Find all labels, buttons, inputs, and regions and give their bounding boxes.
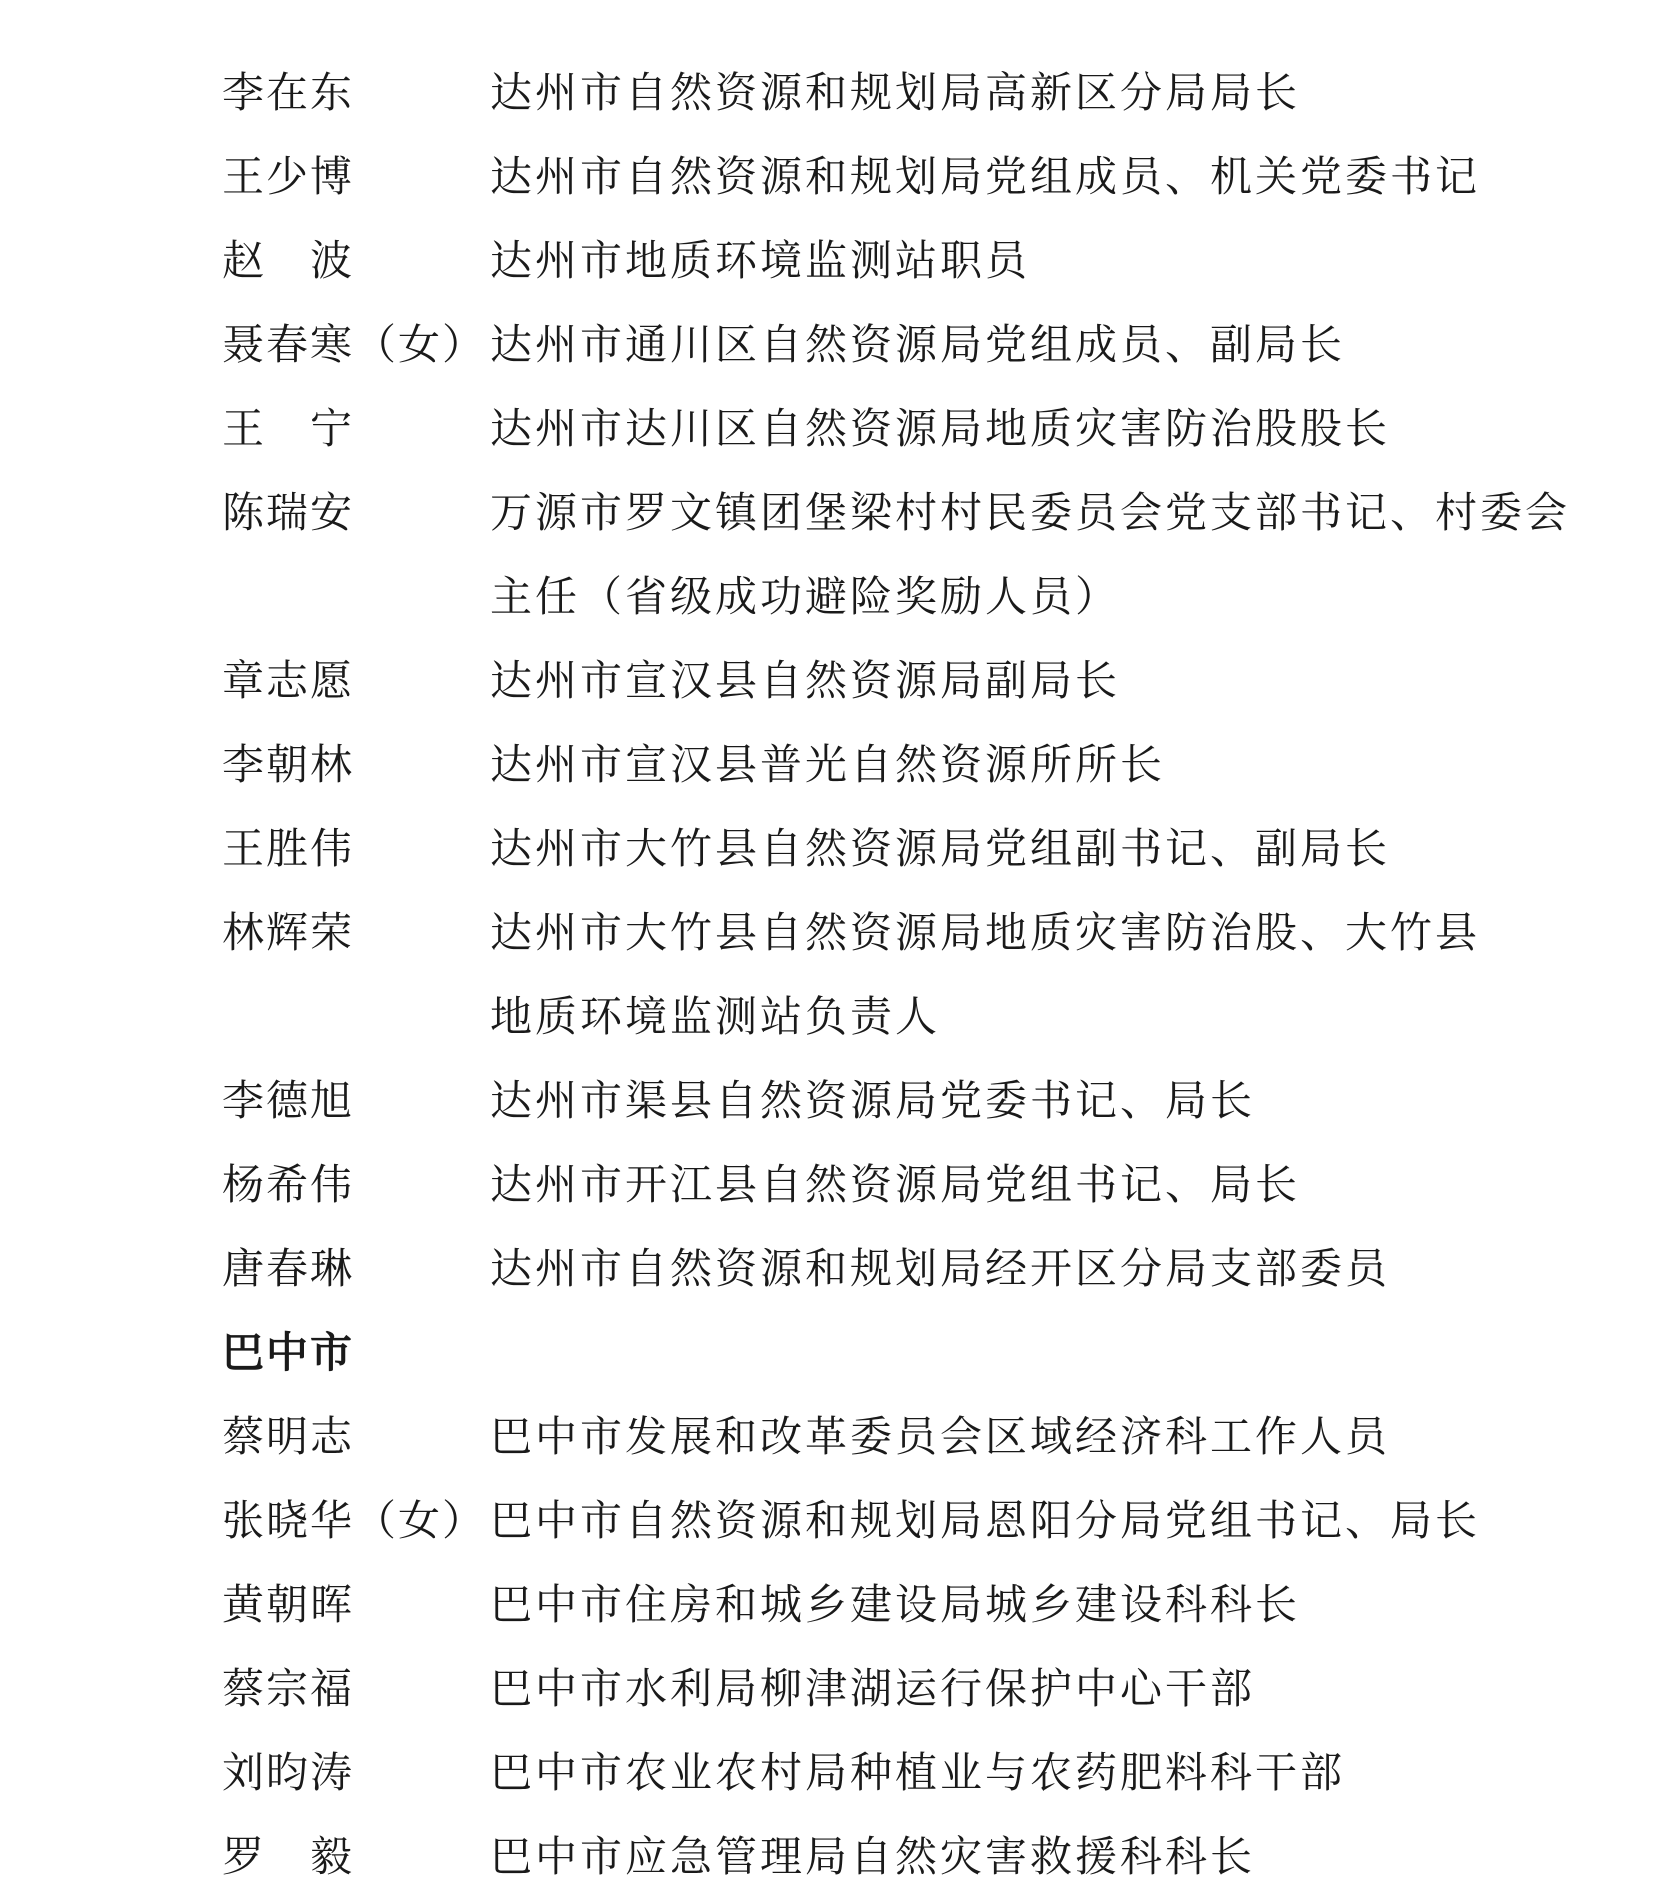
person-name: 杨希伟 [222, 1160, 355, 1209]
person-title: 达州市自然资源和规划局高新区分局局长 [490, 68, 1301, 117]
person-title: 巴中市发展和改革委员会区域经济科工作人员 [490, 1412, 1391, 1461]
person-name: 刘昀涛 [222, 1748, 355, 1797]
person-title: 巴中市水利局柳津湖运行保护中心干部 [490, 1664, 1256, 1713]
person-name: 王胜伟 [222, 824, 355, 873]
person-name: 赵 波 [222, 236, 355, 285]
person-name: 章志愿 [222, 656, 355, 705]
person-name: 王 宁 [222, 404, 355, 453]
section-heading: 巴中市 [222, 1328, 355, 1377]
person-name: 聂春寒（女） [222, 320, 487, 369]
person-name: 张晓华（女） [222, 1496, 487, 1545]
person-title: 达州市宣汉县自然资源局副局长 [490, 656, 1121, 705]
person-title: 达州市通川区自然资源局党组成员、副局长 [490, 320, 1346, 369]
person-title: 达州市开江县自然资源局党组书记、局长 [490, 1160, 1301, 1209]
person-name: 蔡明志 [222, 1412, 355, 1461]
person-title: 达州市宣汉县普光自然资源所所长 [490, 740, 1166, 789]
person-name: 唐春琳 [222, 1244, 355, 1293]
person-name: 李在东 [222, 68, 355, 117]
person-name: 李朝林 [222, 740, 355, 789]
person-name: 李德旭 [222, 1076, 355, 1125]
person-name: 林辉荣 [222, 908, 355, 957]
person-name: 黄朝晖 [222, 1580, 355, 1629]
person-title: 达州市自然资源和规划局党组成员、机关党委书记 [490, 152, 1481, 201]
person-title-line1: 万源市罗文镇团堡梁村村民委员会党支部书记、村委会 [490, 488, 1571, 537]
person-title [490, 471, 1570, 639]
person-name: 陈瑞安 [222, 488, 355, 537]
person-title: 巴中市自然资源和规划局恩阳分局党组书记、局长 [490, 1496, 1481, 1545]
person-name: 王少博 [222, 152, 355, 201]
person-title-line2: 地质环境监测站负责人 [490, 992, 941, 1041]
person-title [490, 891, 1480, 1059]
person-title: 巴中市住房和城乡建设局城乡建设科科长 [490, 1580, 1301, 1629]
person-title: 达州市大竹县自然资源局党组副书记、副局长 [490, 824, 1391, 873]
person-title-line1: 达州市大竹县自然资源局地质灾害防治股、大竹县 [490, 908, 1481, 957]
person-title-line2: 主任（省级成功避险奖励人员） [490, 572, 1121, 621]
person-title: 巴中市应急管理局自然灾害救援科科长 [490, 1832, 1256, 1881]
person-title: 达州市自然资源和规划局经开区分局支部委员 [490, 1244, 1391, 1293]
person-name: 罗 毅 [222, 1832, 355, 1881]
person-title: 巴中市农业农村局种植业与农药肥料科干部 [490, 1748, 1346, 1797]
person-title: 达州市渠县自然资源局党委书记、局长 [490, 1076, 1256, 1125]
person-title: 达州市地质环境监测站职员 [490, 236, 1031, 285]
person-title: 达州市达川区自然资源局地质灾害防治股股长 [490, 404, 1391, 453]
person-name: 蔡宗福 [222, 1664, 355, 1713]
